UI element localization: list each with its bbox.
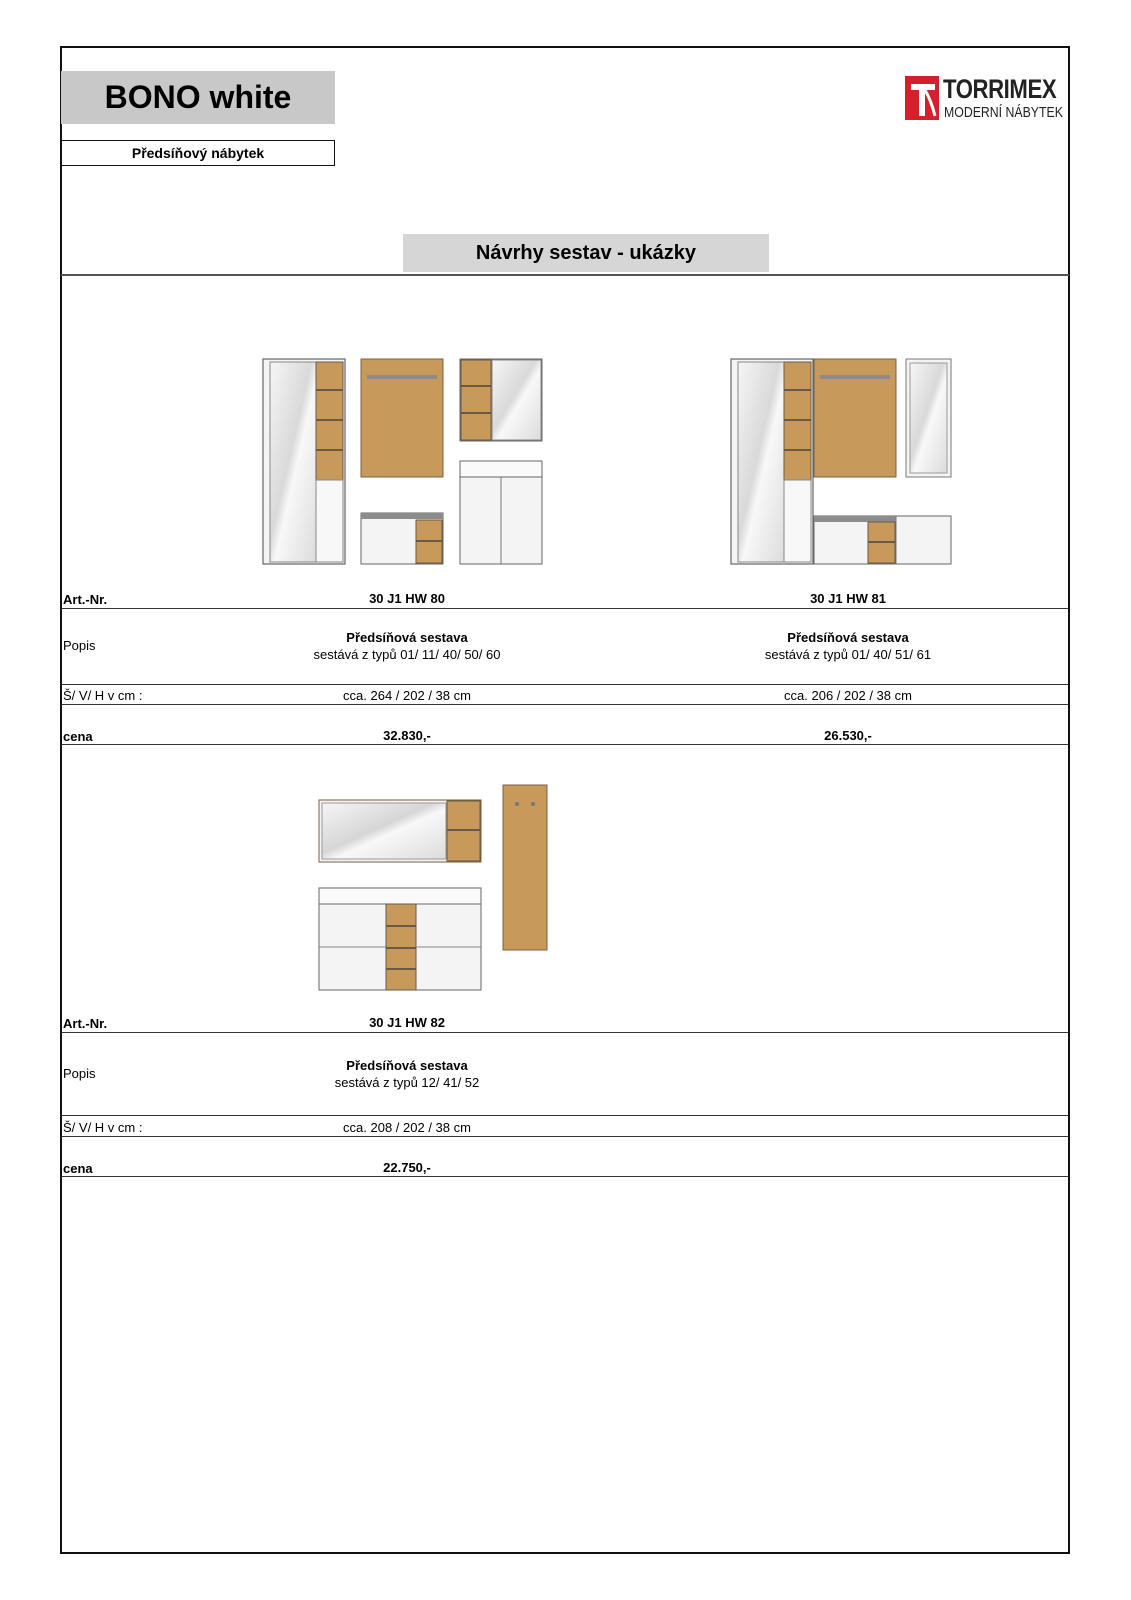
product-3-price: 22.750,- <box>383 1160 431 1175</box>
product-3-art-nr: 30 J1 HW 82 <box>369 1015 445 1030</box>
product-2-composition: sestává z typů 01/ 40/ 51/ 61 <box>764 647 932 662</box>
product-2-dimensions: cca. 206 / 202 / 38 cm <box>784 688 912 703</box>
section-title: Návrhy sestav - ukázky <box>403 234 769 272</box>
product-1-name: Předsíňová sestava <box>346 630 468 645</box>
logo-brand: TORRIMEX <box>943 74 1057 104</box>
table-divider <box>61 1176 1069 1177</box>
product-1-composition: sestává z typů 01/ 11/ 40/ 50/ 60 <box>313 647 501 662</box>
label-dimensions: Š/ V/ H v cm : <box>63 1120 143 1135</box>
table-divider <box>61 1115 1069 1116</box>
product-3-dimensions: cca. 208 / 202 / 38 cm <box>343 1120 471 1135</box>
product-1-dimensions: cca. 264 / 202 / 38 cm <box>343 688 471 703</box>
page-title: BONO white <box>61 71 335 124</box>
label-popis: Popis <box>63 1066 96 1081</box>
label-dimensions: Š/ V/ H v cm : <box>63 688 143 703</box>
product-1-art-nr: 30 J1 HW 80 <box>369 591 445 606</box>
table-divider <box>61 608 1069 609</box>
table-divider <box>61 1136 1069 1137</box>
page-frame <box>60 46 1070 1554</box>
product-2-image <box>730 358 955 570</box>
torrimex-logo-icon <box>905 76 939 120</box>
section-divider <box>61 274 1069 276</box>
brand-logo <box>905 74 1065 124</box>
label-cena: cena <box>63 1161 93 1176</box>
table-divider <box>61 1032 1069 1033</box>
product-3-composition: sestává z typů 12/ 41/ 52 <box>334 1075 480 1090</box>
page-subtitle: Předsíňový nábytek <box>61 140 335 166</box>
table-divider <box>61 744 1069 745</box>
label-art-nr: Art.-Nr. <box>63 1016 108 1031</box>
product-3-image <box>318 784 550 994</box>
product-1-price: 32.830,- <box>383 728 431 743</box>
table-divider <box>61 704 1069 705</box>
product-2-art-nr: 30 J1 HW 81 <box>810 591 886 606</box>
product-2-price: 26.530,- <box>824 728 872 743</box>
label-cena: cena <box>63 729 93 744</box>
label-popis: Popis <box>63 638 96 653</box>
product-3-name: Předsíňová sestava <box>346 1058 468 1073</box>
label-art-nr: Art.-Nr. <box>63 592 108 607</box>
logo-tagline: MODERNÍ NÁBYTEK <box>944 104 1063 121</box>
table-divider <box>61 684 1069 685</box>
product-2-name: Předsíňová sestava <box>787 630 909 645</box>
product-1-image <box>262 358 547 570</box>
